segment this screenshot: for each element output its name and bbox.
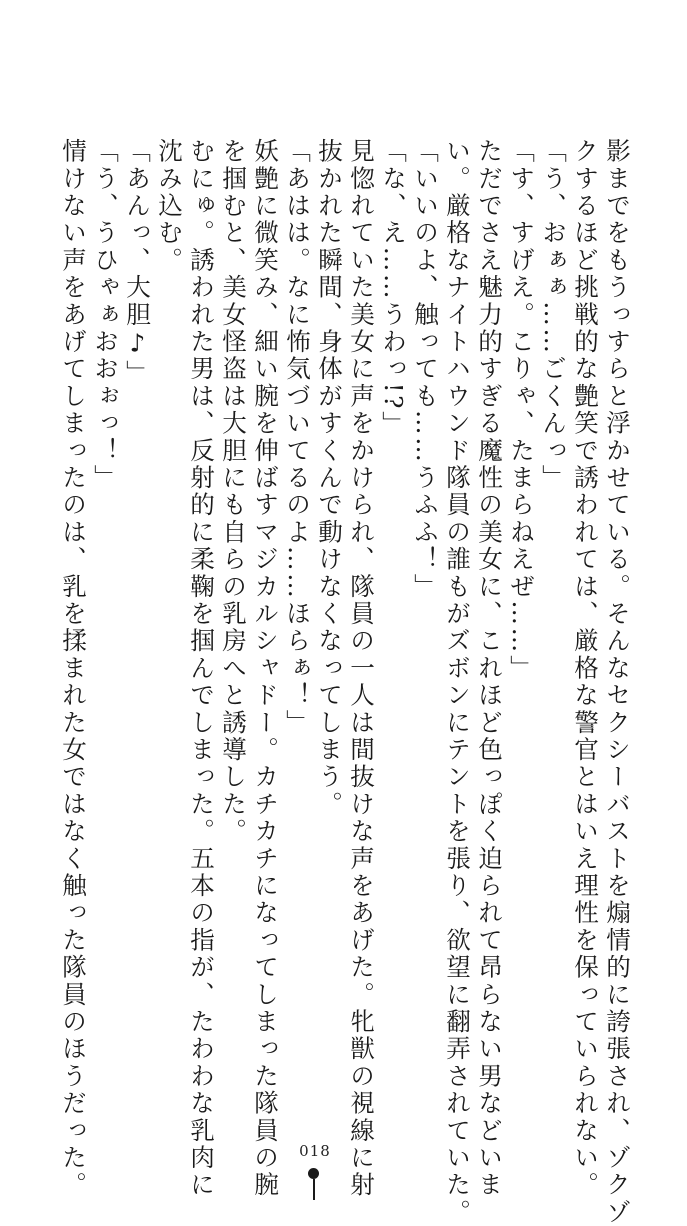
page-marker-rule xyxy=(313,1179,315,1200)
text-line: 「す、すげえ。こりゃ、たまらねえぜ……」 xyxy=(507,138,536,682)
text-line: 情けない声をあげてしまったのは、乳を揉まれた女ではなく触った隊員のほうだった。 xyxy=(59,138,88,1199)
text-line: 見惚れていた美女に声をかけられ、隊員の一人は間抜けな声をあげた。牝獣の視線に射 xyxy=(347,138,376,1199)
text-line: ただでさえ魅力的すぎる魔性の美女に、これほど色っぽく迫られて昂らない男などいま xyxy=(475,138,504,1199)
text-line: 「う、おぁぁ……ごくんっ」 xyxy=(539,138,568,492)
text-line: 「あはは。なに怖気づいてるのよ……ほらぁ！」 xyxy=(283,138,312,737)
text-line: むにゅ。誘われた男は、反射的に柔鞠を掴んでしまった。五本の指が、たわわな乳肉に xyxy=(187,138,216,1199)
text-line: 影までをもうっすらと浮かせている。そんなセクシーバストを煽情的に誇張され、ゾクゾ xyxy=(603,138,632,1226)
page-number: 018 xyxy=(299,1142,331,1160)
text-line: 沈み込む。 xyxy=(155,138,184,274)
text-line: 「いいのよ、触っても……うふふ！」 xyxy=(411,138,440,601)
text-line: 抜かれた瞬間、身体がすくんで動けなくなってしまう。 xyxy=(315,138,344,818)
page-marker-dot-icon xyxy=(308,1168,319,1179)
text-line: い。厳格なナイトハウンド隊員の誰もがズボンにテントを張り、欲望に翻弄されていた。 xyxy=(443,138,472,1226)
text-line: 「あんっ、大胆♪」 xyxy=(123,138,152,388)
text-line: 妖艶に微笑み、細い腕を伸ばすマジカルシャドー。カチカチになってしまった隊員の腕 xyxy=(251,138,280,1199)
text-line: クするほど挑戦的な艶笑で誘われては、厳格な警官とはいえ理性を保っていられない。 xyxy=(571,138,600,1199)
text-line: 「な、え……うわっ!?」 xyxy=(379,138,408,439)
text-line: 「う、うひゃぁおおぉっ！」 xyxy=(91,138,120,492)
text-line: を掴むと、美女怪盗は大胆にも自らの乳房へと誘導した。 xyxy=(219,138,248,846)
